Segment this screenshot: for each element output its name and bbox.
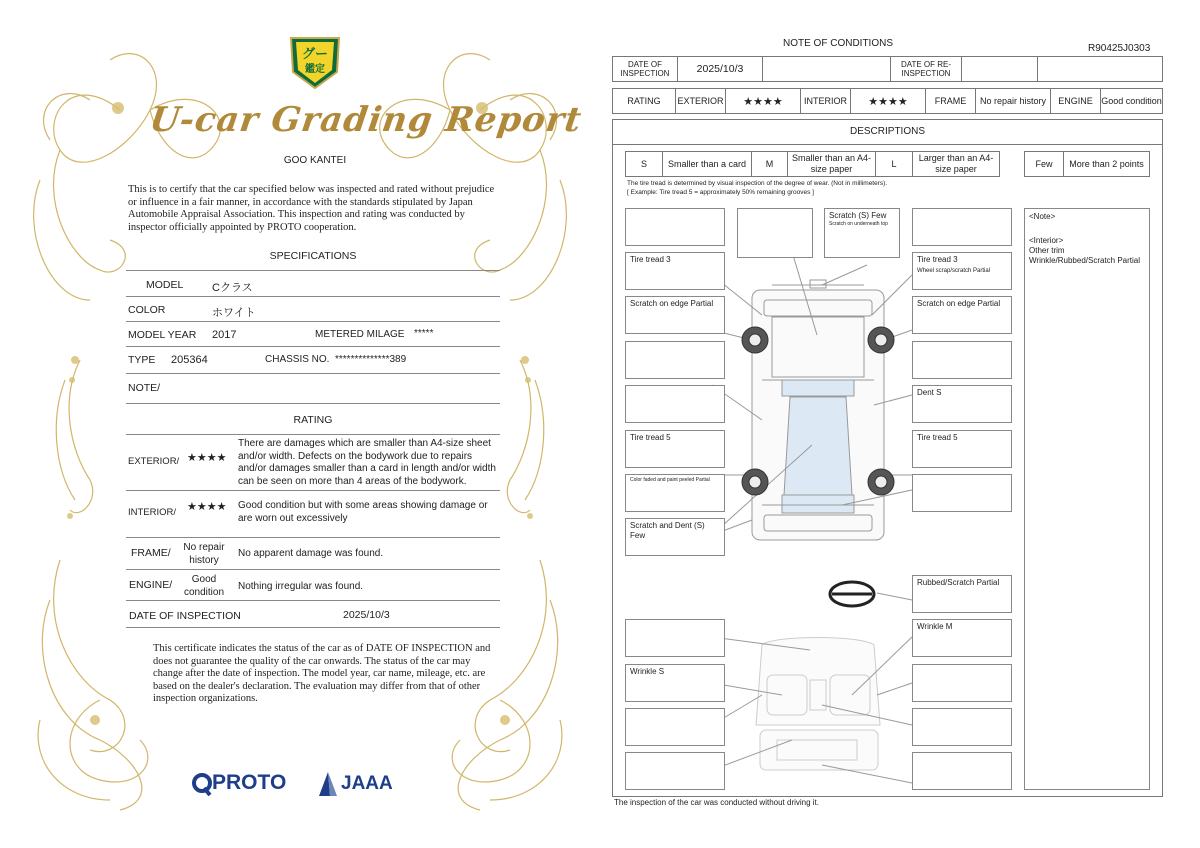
interior-label: INTERIOR/ <box>128 507 177 518</box>
damage-box-left <box>625 385 725 423</box>
exterior-label: EXTERIOR <box>675 88 726 114</box>
interior-heading: <Interior> <box>1029 236 1064 245</box>
milage-value: ***** <box>414 328 434 339</box>
damage-sub-note: Scratch on underneath top <box>829 221 888 227</box>
exterior-stars: ★★★★ <box>725 88 801 114</box>
conditions-footer: The inspection of the car was conducted without driving it. <box>614 798 819 807</box>
interior-box-right <box>912 708 1012 746</box>
chassis-label: CHASSIS NO. <box>265 354 330 365</box>
damage-box-right <box>912 341 1012 379</box>
damage-box-left: Tire tread 5 <box>625 430 725 468</box>
interior-box-right <box>912 752 1012 790</box>
note-heading: <Note> <box>1029 212 1056 221</box>
chassis-value: **************389 <box>335 354 407 365</box>
divider <box>612 144 1163 145</box>
date-of-inspection-label: DATE OF INSPECTION <box>129 610 241 622</box>
engine-label: ENGINE/ <box>129 579 173 591</box>
interior-box-left <box>625 752 725 790</box>
exterior-stars: ★★★★ <box>187 451 227 464</box>
interior-box-right <box>912 664 1012 702</box>
exterior-desc: There are damages which are smaller than A4-size sheet and/or width. Defects on the bodywork due to repairs and/or damages smaller than a card in length and/or width can be seen on more than 4 areas of the bodywork. <box>238 438 496 487</box>
exterior-label: EXTERIOR/ <box>128 456 180 467</box>
interior-box-left <box>625 708 725 746</box>
legend-key-l: L <box>875 151 913 177</box>
damage-sub-note: Wheel scrap/scratch Partial <box>917 268 991 274</box>
badge-line-2: 鑑定 <box>305 64 325 75</box>
damage-box-right: Scratch on edge Partial <box>912 296 1012 334</box>
damage-box <box>625 208 725 246</box>
legend-key-s: S <box>625 151 663 177</box>
date-inspection-label: DATE OF INSPECTION <box>612 56 678 82</box>
report-subtitle: GOO KANTEI <box>283 155 347 166</box>
damage-box-left: Tire tread 3 <box>625 252 725 290</box>
frame-value: No repair history <box>975 88 1051 114</box>
note-panel <box>1024 208 1150 790</box>
damage-box-right <box>912 252 1012 290</box>
legend-desc-few: More than 2 points <box>1063 151 1150 177</box>
milage-label: METERED MILAGE <box>315 329 405 340</box>
date-of-inspection-value: 2025/10/3 <box>343 609 390 621</box>
type-label: TYPE <box>128 354 156 366</box>
damage-box-top-center <box>824 208 900 258</box>
report-id: R90425J0303 <box>1088 43 1151 54</box>
engine-value: Good condition <box>1100 88 1163 114</box>
damage-box-right <box>912 474 1012 512</box>
interior-box-left: Wrinkle S <box>625 664 725 702</box>
intro-text: This is to certify that the car specified below was inspected and rated without prejudice or influence in a fair manner, in accordance with the standards stipulated by Japan Automobile Appraisal Association. This inspection and rating was conducted by inspector officially appointed by PROTO cooperation. <box>128 184 495 233</box>
note-label: NOTE/ <box>128 382 161 394</box>
engine-value: Good condition <box>183 574 225 598</box>
rating-title: RATING <box>293 414 333 426</box>
model-year-value: 2017 <box>212 329 237 341</box>
damage-box-left: Scratch and Dent (S) Few <box>625 518 725 556</box>
interior-stars: ★★★★ <box>187 500 227 513</box>
legend-key-m: M <box>751 151 788 177</box>
damage-box-left: Scratch on edge Partial <box>625 296 725 334</box>
descriptions-title: DESCRIPTIONS <box>849 126 925 137</box>
damage-box <box>737 208 813 258</box>
jaaa-logo-text: JAAA <box>341 773 393 794</box>
legend-desc-m: Smaller than an A4-size paper <box>787 151 876 177</box>
legend-key-few: Few <box>1024 151 1064 177</box>
proto-logo-text: PROTO <box>212 771 287 794</box>
tread-note-2: [ Example: Tire tread 5 = approximately 50% remaining grooves ] <box>627 189 814 196</box>
spec-title: SPECIFICATIONS <box>269 250 357 262</box>
model-value: Cクラス <box>212 282 253 294</box>
date-reinspection-label: DATE OF RE-INSPECTION <box>890 56 962 82</box>
empty-cell <box>762 56 891 82</box>
date-inspection-value: 2025/10/3 <box>677 56 763 82</box>
damage-box <box>912 208 1012 246</box>
engine-desc: Nothing irregular was found. <box>238 581 364 592</box>
model-label: MODEL <box>146 279 184 291</box>
frame-value: No repair history <box>183 542 225 566</box>
damage-box-left: Color faded and paint peeled Partial <box>625 474 725 512</box>
note-line-2: Wrinkle/Rubbed/Scratch Partial <box>1029 256 1141 265</box>
rating-label: RATING <box>612 88 676 114</box>
legend-desc-l: Larger than an A4-size paper <box>912 151 1000 177</box>
frame-label: FRAME <box>925 88 976 114</box>
steering-note-box: Rubbed/Scratch Partial <box>912 575 1012 613</box>
engine-label: ENGINE <box>1050 88 1101 114</box>
damage-note: Tire tread 3 <box>917 255 958 264</box>
interior-label: INTERIOR <box>800 88 851 114</box>
color-value: ホワイト <box>212 307 256 319</box>
conditions-title: NOTE OF CONDITIONS <box>783 38 893 49</box>
note-line-1: Other trim <box>1029 246 1065 255</box>
badge-line-1: グー <box>301 47 328 62</box>
interior-box-right: Wrinkle M <box>912 619 1012 657</box>
empty-cell <box>1037 56 1163 82</box>
interior-stars: ★★★★ <box>850 88 926 114</box>
interior-desc: Good condition but with some areas showing damage or are worn out excessively <box>238 500 488 524</box>
certificate-footer: This certificate indicates the status of the car as of DATE OF INSPECTION and does not guarantee the quality of the car onwards. The status of the car may change after the date of inspection. The model year, car name, mileage, etc. are based on the dealer's declaration. The evaluation may differ from that of other inspection organizations. <box>153 643 491 704</box>
damage-box-right: Dent S <box>912 385 1012 423</box>
date-reinspection-value <box>961 56 1038 82</box>
damage-note: Scratch (S) Few <box>829 211 887 220</box>
legend-desc-s: Smaller than a card <box>662 151 752 177</box>
damage-box-right: Tire tread 5 <box>912 430 1012 468</box>
color-label: COLOR <box>128 304 166 316</box>
frame-desc: No apparent damage was found. <box>238 548 384 559</box>
model-year-label: MODEL YEAR <box>128 329 197 341</box>
frame-label: FRAME/ <box>131 547 171 559</box>
damage-box-left <box>625 341 725 379</box>
type-value: 205364 <box>171 354 208 366</box>
report-title: U-car Grading Report <box>147 100 585 140</box>
tread-note-1: The tire tread is determined by visual inspection of the degree of wear. (Not in millimeters). <box>627 180 888 187</box>
interior-box-left <box>625 619 725 657</box>
